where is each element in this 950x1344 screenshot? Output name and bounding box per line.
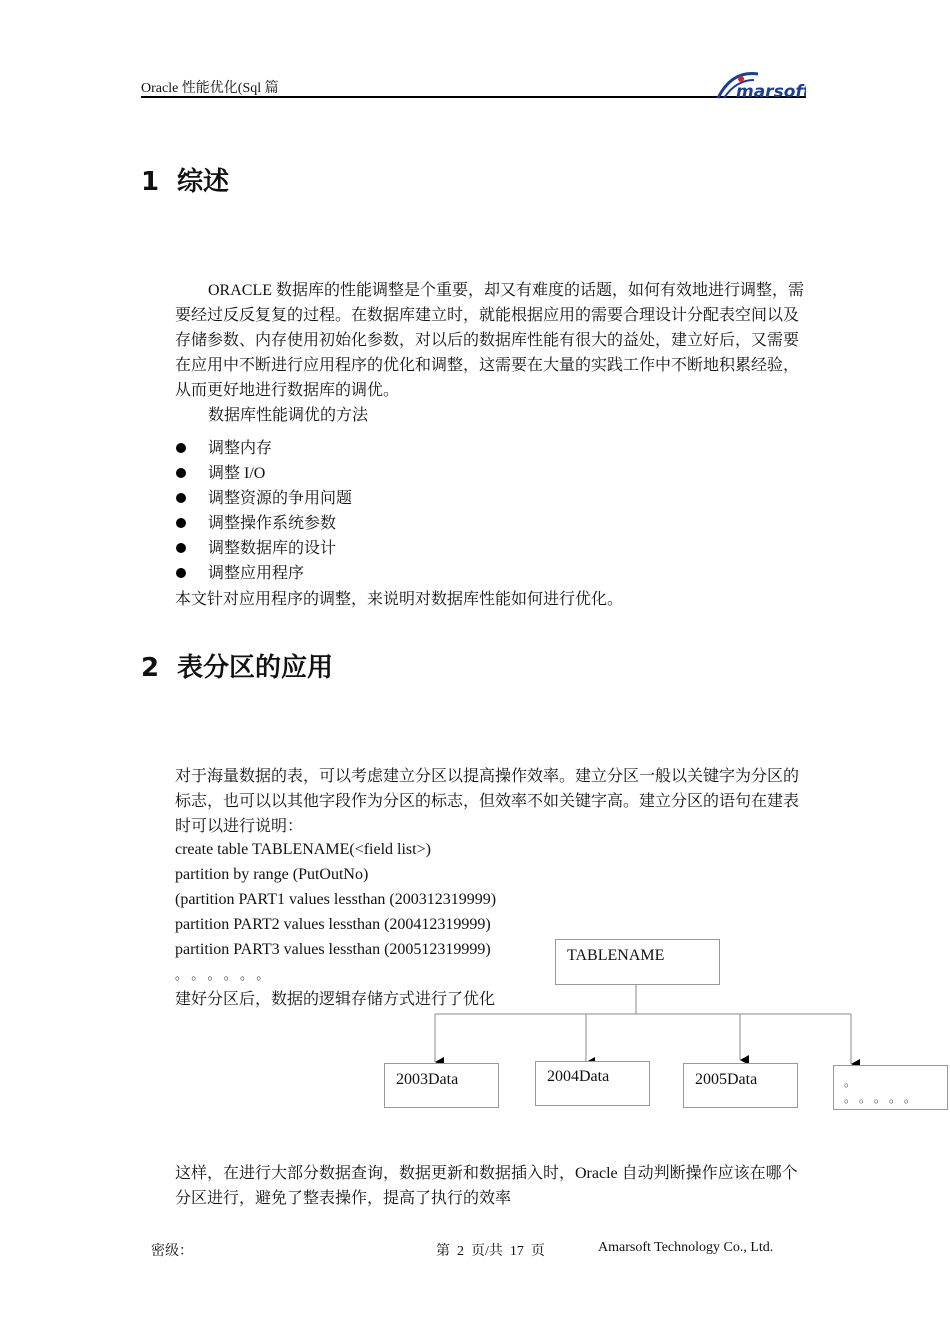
section1-conclusion: 本文针对应用程序的调整，来说明对数据库性能如何进行优化。	[175, 591, 624, 608]
logo-text: marsoft	[736, 82, 806, 100]
partition-label: 2004Data	[547, 1068, 610, 1085]
section1-title: 综述	[177, 167, 230, 197]
list-item: 调整应用程序	[175, 561, 352, 586]
table-root-box	[555, 939, 720, 985]
footer-page-info: 第 2 页/共 17 页	[436, 1244, 545, 1259]
list-item: 调整内存	[175, 436, 352, 461]
list-item: 调整数据库的设计	[175, 536, 352, 561]
section2-number: 2	[141, 653, 160, 683]
after-code-text: 建好分区后，数据的逻辑存储方式进行了优化	[175, 991, 496, 1008]
partition-box-2003	[384, 1063, 499, 1108]
code-line: 。 。 。 。 。 。	[175, 967, 270, 982]
footer-company: Amarsoft Technology Co., Ltd.	[598, 1240, 774, 1255]
footer-secret-label: 密级：	[151, 1244, 193, 1259]
list-item: 调整 I/O	[175, 461, 352, 486]
more-line: 。	[844, 1075, 857, 1089]
methods-title: 数据库性能调优的方法	[208, 407, 369, 424]
header-title: Oracle 性能优化(Sql 篇	[141, 81, 279, 96]
code-line: partition PART2 values lessthan (200412319999)	[175, 916, 491, 933]
code-line: (partition PART1 values lessthan (200312319999)	[175, 891, 497, 908]
partition-label: 2003Data	[396, 1071, 459, 1088]
partition-box-more	[833, 1065, 948, 1110]
code-line: partition by range (PutOutNo)	[175, 866, 369, 883]
list-item: 调整资源的争用问题	[175, 486, 352, 511]
code-line: partition PART3 values lessthan (200512319999)	[175, 941, 491, 958]
partition-box-2004	[535, 1061, 650, 1106]
section2-intro: 对于海量数据的表，可以考虑建立分区以提高操作效率。建立分区一般以关键字为分区的标志，也可以以其他字段作为分区的标志，但效率不如关键字高。建立分区的语句在建表时可以进行说明：	[175, 768, 800, 835]
section2-title: 表分区的应用	[177, 653, 334, 683]
more-line: 。 。 。 。 。	[844, 1091, 917, 1105]
table-root-label: TABLENAME	[567, 947, 665, 964]
section2-outro: 这样，在进行大部分数据查询，数据更新和数据插入时，Oracle 自动判断操作应该在哪个分区进行，避免了整表操作，提高了执行的效率	[175, 1165, 798, 1207]
partition-box-2005	[683, 1063, 798, 1108]
code-line: create table TABLENAME(<field list>)	[175, 841, 431, 858]
section1-number: 1	[141, 167, 160, 197]
section1-intro: ORACLE 数据库的性能调整是个重要，却又有难度的话题，如何有效地进行调整，需要经过反反复复的过程。在数据库建立时，就能根据应用的需要合理设计分配表空间以及存储参数、内存使用初始化参数，对以后的数据库性能有很大的益处，建立好后，又需要在应用中不断进行应用程序的优化和调整，这需要在大量的实践工作中不断地积累经验，从而更好地进行数据库的调优。	[175, 282, 805, 399]
partition-label: 2005Data	[695, 1071, 758, 1088]
list-item: 调整操作系统参数	[175, 511, 352, 536]
